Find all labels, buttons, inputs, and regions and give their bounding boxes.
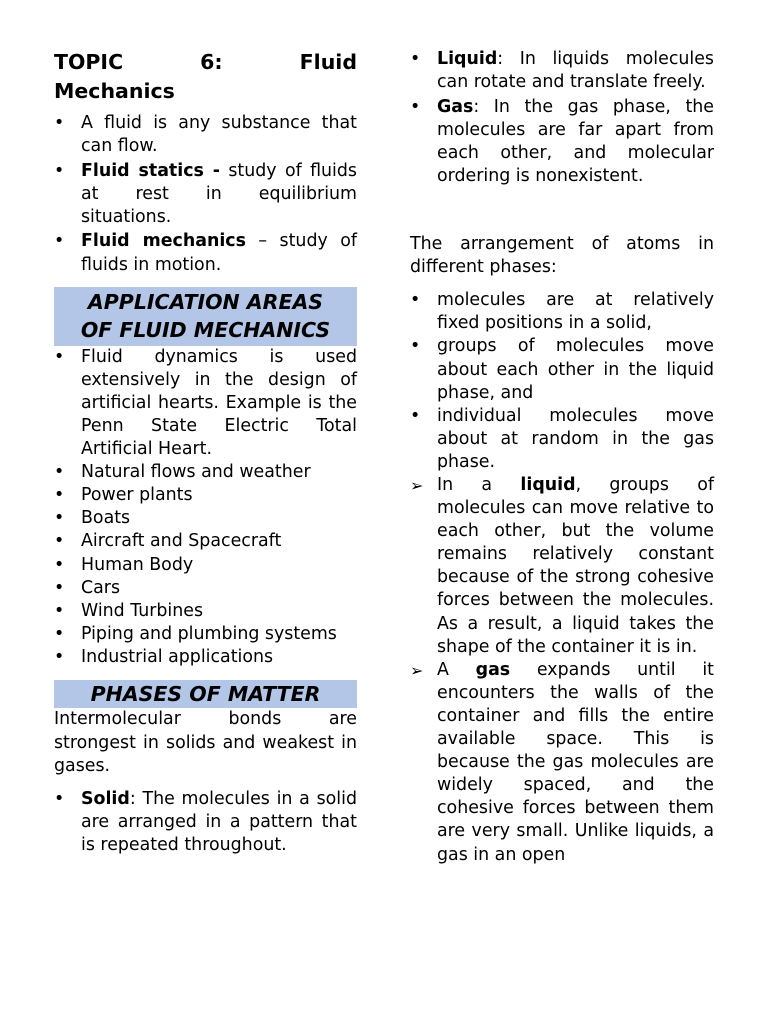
phases-intro: Intermolecular bonds are strongest in solids and weakest in gases. [54, 709, 357, 776]
list-item: ➢ A gas expands until it encounters the walls of the container and fills the entire available space. This is because the gas molecules are widely spaced, and the cohesive forces between them are very small. Unlike liquids, a gas in an open [410, 659, 714, 865]
arrow-bullet-icon: ➢ [410, 660, 424, 680]
list-item: • Piping and plumbing systems [54, 623, 357, 646]
intro-item: • Fluid statics - study of fluids at rest in equilibrium situations. [54, 160, 357, 227]
phases-list-solid [54, 788, 357, 857]
list-item: • Liquid: In liquids molecules can rotate and translate freely. [410, 49, 714, 93]
bullet-icon: • [54, 554, 65, 575]
right-column [410, 48, 714, 867]
bullet-icon: • [54, 508, 65, 529]
phases-list-continued [410, 48, 714, 188]
bullet-icon: • [54, 788, 65, 809]
list-item: • Wind Turbines [54, 600, 357, 623]
bullet-icon: • [54, 531, 65, 552]
list-item: • Aircraft and Spacecraft [54, 530, 357, 553]
bullet-icon: • [54, 646, 65, 667]
bullet-icon: • [54, 577, 65, 598]
list-item: • Industrial applications [54, 646, 357, 669]
phases-heading: PHASES OF MATTER [54, 680, 357, 709]
bullet-icon: • [54, 346, 65, 367]
bullet-icon: • [54, 462, 65, 483]
list-item: • Fluid dynamics is used extensively in the design of artificial hearts. Example is the Penn State Electric Total Artificial Heart. [54, 346, 357, 460]
list-item: • Gas: In the gas phase, the molecules are far apart from each other, and molecular ordering is nonexistent. [410, 96, 714, 186]
intro-item: • A fluid is any substance that can flow. [54, 113, 357, 157]
arrangement-intro: The arrangement of atoms in different phases: [410, 234, 714, 278]
bullet-icon: • [54, 160, 65, 181]
arrangement-list [410, 289, 714, 866]
arrow-bullet-icon: ➢ [410, 476, 424, 495]
bullet-icon: • [410, 405, 421, 426]
bullet-icon: • [54, 231, 65, 252]
list-item: • Natural flows and weather [54, 461, 357, 484]
list-item: • molecules are at relatively fixed positions in a solid, [410, 290, 714, 334]
list-item: • Power plants [54, 484, 357, 507]
list-item: ➢ In a liquid, groups of molecules can move relative to each other, but the volume remains relatively constant because of the strong cohesive forces between the molecules. As a result, a liquid takes the shape of the container it is in. [410, 475, 714, 657]
bullet-icon: • [54, 623, 65, 644]
title-word-topic: TOPIC [54, 50, 124, 74]
title-line-2: Mechanics [54, 78, 175, 103]
applications-heading: APPLICATION AREAS OF FLUID MECHANICS [54, 287, 357, 346]
intro-item: • Fluid mechanics – study of fluids in motion. [54, 231, 357, 275]
list-item: • Solid: The molecules in a solid are arranged in a pattern that is repeated throughout. [54, 788, 357, 855]
bullet-icon: • [54, 600, 65, 621]
list-item: • Human Body [54, 554, 357, 577]
list-item: • individual molecules move about at random in the gas phase. [410, 405, 714, 472]
applications-list [54, 346, 357, 669]
title-word-fluid: Fluid [299, 50, 357, 74]
bullet-icon: • [410, 290, 421, 311]
bullet-icon: • [54, 485, 65, 506]
left-column [54, 48, 357, 857]
intro-list [54, 112, 357, 277]
list-item: • Boats [54, 507, 357, 530]
bullet-icon: • [410, 96, 421, 117]
list-item: • Cars [54, 577, 357, 600]
bullet-icon: • [410, 49, 421, 69]
list-item: • groups of molecules move about each other in the liquid phase, and [410, 336, 714, 403]
page-title [54, 48, 357, 105]
bullet-icon: • [54, 113, 65, 133]
title-word-number: 6: [200, 50, 223, 74]
bullet-icon: • [410, 336, 421, 357]
